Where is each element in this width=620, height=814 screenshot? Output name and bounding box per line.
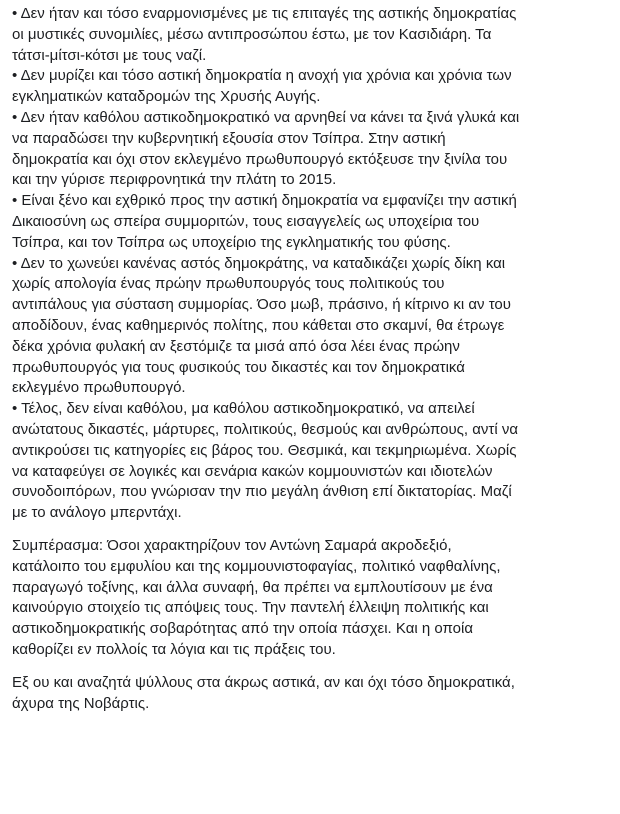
text-line: καινούργιο στοιχείο τις απόψεις τους. Την παντελή έλλειψη πολιτικής και	[12, 599, 489, 617]
post-paragraph-conclusion	[12, 536, 612, 661]
text-line: με το ανάλογο μπερντάχι.	[12, 504, 182, 522]
paragraph-spacer	[12, 661, 612, 673]
text-line: αποδίδουν, ένας καθημερινός πολίτης, που κάθεται στο σκαμνί, θα έτρωγε	[12, 316, 505, 334]
text-line: • Τέλος, δεν είναι καθόλου, μα καθόλου αστικοδημοκρατικό, να απειλεί	[12, 400, 475, 418]
text-line: χωρίς απολογία ένας πρώην πρωθυπουργός τους πολιτικούς του	[12, 275, 445, 293]
text-line: κατάλοιπο του εμφυλίου και της κομμουνιστοφαγίας, πολιτικό ναφθαλίνης,	[12, 557, 501, 575]
text-line: να καταφεύγει σε λογικές και σενάρια κακών κομμουνιστών και ιδιοτελών	[12, 462, 493, 480]
text-line: αστικοδημοκρατικής σοβαρότητας από την οποία πάσχει. Και η οποία	[12, 620, 473, 638]
text-line: Τσίπρα, και τον Τσίπρα ως υποχείριο της εγκληματικής του φύσης.	[12, 233, 451, 251]
text-line: • Είναι ξένο και εχθρικό προς την αστική δημοκρατία να εμφανίζει την αστική	[12, 192, 517, 210]
text-line: • Δεν ήταν και τόσο εναρμονισμένες με τις επιταγές της αστικής δημοκρατίας	[12, 5, 517, 22]
post-body	[12, 4, 612, 714]
text-line: αντικρούσει τις κατηγορίες εις βάρος του. Θεσμικά, και τεκμηριωμένα. Χωρίς	[12, 441, 517, 459]
text-line: και την γύρισε περιφρονητικά την πλάτη το 2015.	[12, 171, 337, 189]
text-line: τάτσι-μίτσι-κότσι με τους ναζί.	[12, 46, 207, 64]
text-line: παραγωγό τοξίνης, και άλλα συναφή, θα πρέπει να εμπλουτίσουν με ένα	[12, 578, 493, 596]
post-paragraph-closing	[12, 673, 612, 715]
text-line: αντιπάλους για σύσταση συμμορίας. Όσο μωβ, πράσινο, ή κίτρινο κι αν του	[12, 296, 511, 314]
text-line: εκλεγμένο πρωθυπουργό.	[12, 379, 186, 397]
text-line: • Δεν μυρίζει και τόσο αστική δημοκρατία η ανοχή για χρόνια και χρόνια των	[12, 67, 512, 85]
text-line: καθορίζει εν πολλοίς τα λόγια και τις πράξεις του.	[12, 640, 336, 658]
text-line: οι μυστικές συνομιλίες, μέσω αντιπροσώπου έστω, με τον Κασιδιάρη. Τα	[12, 25, 492, 43]
text-line: δημοκρατία και όχι στον εκλεγμένο πρωθυπουργό εκτόξευσε την ξινίλα του	[12, 150, 508, 168]
text-line: ανώτατους δικαστές, μάρτυρες, πολιτικούς, θεσμούς και ανθρώπους, αντί να	[12, 420, 518, 438]
paragraph-spacer	[12, 524, 612, 536]
text-line: εγκληματικών καταδρομών της Χρυσής Αυγής.	[12, 88, 321, 106]
text-line: Δικαιοσύνη ως σπείρα συμμοριτών, τους εισαγγελείς ως υποχείρια του	[12, 212, 480, 230]
text-line: Εξ ου και αναζητά ψύλλους στα άκρως αστικά, αν και όχι τόσο δημοκρατικά,	[12, 673, 515, 691]
text-line: συνοδοιπόρων, που γνώρισαν την πιο μεγάλη άνθιση επί δικτατορίας. Μαζί	[12, 483, 512, 501]
text-line: • Δεν ήταν καθόλου αστικοδημοκρατικό να αρνηθεί να κάνει τα ξινά γλυκά και	[12, 108, 520, 126]
text-line: δέκα χρόνια φυλακή αν ξεστόμιζε τα μισά από όσα λέει ένας πρώην	[12, 337, 460, 355]
text-line: να παραδώσει την κυβερνητική εξουσία στον Τσίπρα. Στην αστική	[12, 129, 446, 147]
text-line: • Δεν το χωνεύει κανένας αστός δημοκράτης, να καταδικάζει χωρίς δίκη και	[12, 254, 506, 272]
text-line: Συμπέρασμα: Όσοι χαρακτηρίζουν τον Αντώνη Σαμαρά ακροδεξιό,	[12, 536, 452, 554]
text-line: άχυρα της Νοβάρτις.	[12, 694, 150, 712]
text-line: πρωθυπουργός για τους φυσικούς του δικαστές και τον δημοκρατικά	[12, 358, 465, 376]
post-paragraph-bullets	[12, 4, 612, 524]
